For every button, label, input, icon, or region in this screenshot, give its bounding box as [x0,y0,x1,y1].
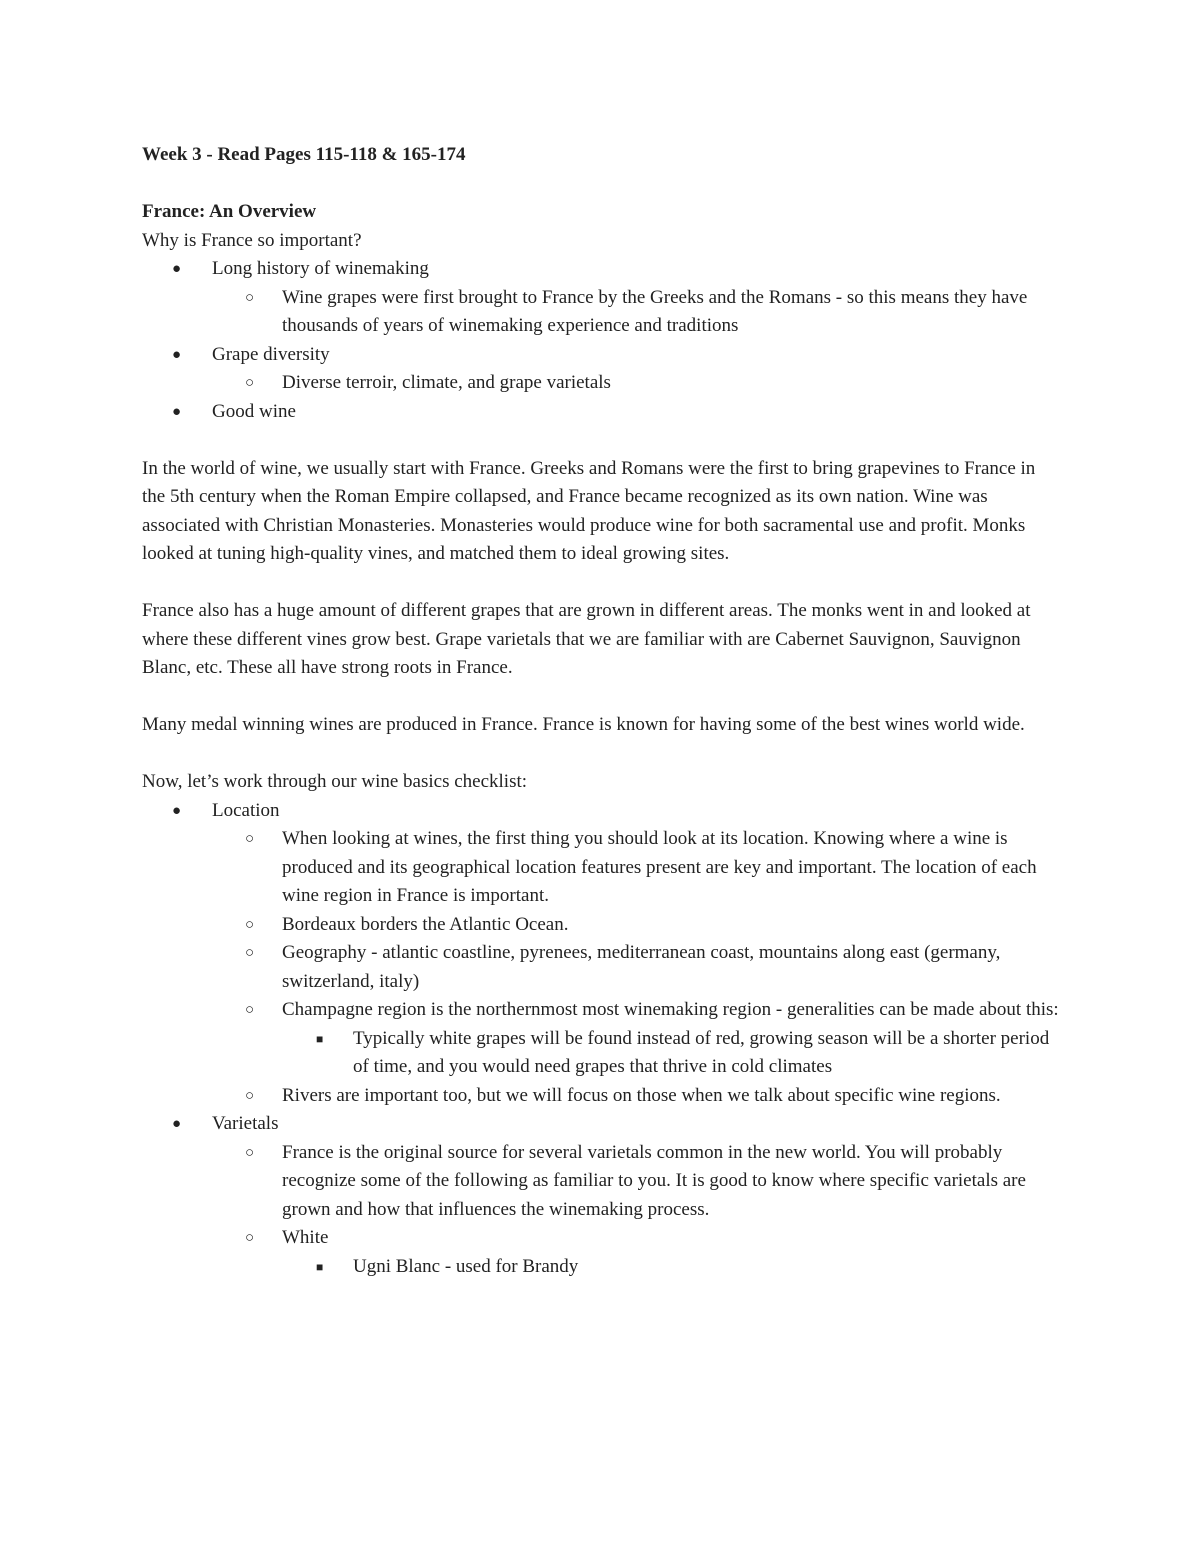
list-subitem-text: White [282,1227,329,1248]
document-body [142,141,1062,1281]
list-subitem [142,939,1062,996]
section-heading: France: An Overview [142,201,317,222]
list-item-text: Grape diversity [212,343,330,365]
list-subsubitem-text: Typically white grapes will be found instead of red, growing season will be a shorter period of time, and you would need grapes that thrive in cold climates [353,1027,1050,1077]
list-subitem [142,369,1062,398]
bullet-circle-icon: ○ [245,1087,255,1104]
checklist [142,797,1062,1282]
list-subitem-text: Champagne region is the northernmost most winemaking region - generalities can be made about this: [282,999,1059,1020]
list-item-text: Varietals [212,1113,279,1134]
list-subitem [142,911,1062,940]
spacer [142,426,1062,455]
list-subitem-text: Wine grapes were first brought to France by the Greeks and the Romans - so this means they have thousands of years of winemaking experience and traditions [282,286,1028,336]
spacer [142,683,1062,712]
list-subitem-text: Bordeaux borders the Atlantic Ocean. [282,913,569,935]
list-subitem-text: France is the original source for several varietals common in the new world. You will probably recognize some of the following as familiar to you. It is good to know where specific varietals are grown and how that influences the winemaking process. [282,1141,1026,1220]
document-title: Week 3 - Read Pages 115-118 & 165-174 [142,144,466,165]
paragraph-grapes: France also has a huge amount of different grapes that are grown in different areas. The monks went in and looked at where these different vines grow best. Grape varietals that we are familiar with are Cabernet Sauvignon, Sauvignon Blanc, etc. These all have strong roots in France. [142,600,1031,678]
list-item [142,341,1062,370]
bullet-square-icon: ■ [316,1031,324,1046]
bullet-circle-icon: ○ [245,831,255,847]
list-subitem [142,996,1062,1025]
list-item [142,797,1062,826]
list-subsubitem [142,1025,1062,1082]
bullet-dot-icon: ● [172,403,182,420]
list-item-text: Location [212,799,280,821]
bullet-circle-icon: ○ [245,375,255,391]
list-item [142,398,1062,427]
spacer [142,170,1062,199]
list-subitem-text: Rivers are important too, but we will focus on those when we talk about specific wine regions. [282,1084,1001,1106]
list-subitem-text: When looking at wines, the first thing you should look at its location. Knowing where a wine is produced and its geographical location features present are key and important. The location of each wine region in France is important. [282,828,1037,906]
bullet-circle-icon: ○ [245,1144,255,1161]
list-subsubitem [142,1253,1062,1282]
bullet-circle-icon: ○ [245,1230,255,1246]
list-subsubitem-text: Ugni Blanc - used for Brandy [353,1255,579,1277]
bullet-circle-icon: ○ [245,289,255,306]
list-subitem [142,1082,1062,1111]
list-subitem-text: Diverse terroir, climate, and grape varietals [282,372,611,393]
spacer [142,569,1062,598]
paragraph-history: In the world of wine, we usually start with France. Greeks and Romans were the first to bring grapevines to France in the 5th century when the Roman Empire collapsed, and France became recognized as its own nation. Wine was associated with Christian Monasteries. Monasteries would produce wine for both sacramental use and profit. Monks looked at tuning high-quality vines, and matched them to ideal growing sites. [142,457,1036,564]
bullet-dot-icon: ● [172,1116,182,1132]
section-question: Why is France so important? [142,229,362,251]
list-subitem [142,825,1062,911]
list-item [142,255,1062,284]
list-subitem [142,284,1062,341]
bullet-circle-icon: ○ [245,916,255,933]
bullet-square-icon: ■ [316,1259,324,1274]
overview-list [142,255,1062,426]
list-item-text: Long history of winemaking [212,258,429,279]
bullet-dot-icon: ● [172,346,182,363]
list-subitem [142,1224,1062,1253]
list-item-text: Good wine [212,400,296,422]
paragraph-medals: Many medal winning wines are produced in France. France is known for having some of the best wines world wide. [142,714,1025,735]
checklist-intro: Now, let’s work through our wine basics checklist: [142,771,528,792]
list-item [142,1110,1062,1139]
bullet-circle-icon: ○ [245,945,255,961]
list-subitem-text: Geography - atlantic coastline, pyrenees, mediterranean coast, mountains along east (germany, switzerland, italy) [282,942,1001,992]
list-subitem [142,1139,1062,1225]
bullet-circle-icon: ○ [245,1002,255,1018]
spacer [142,740,1062,769]
bullet-dot-icon: ● [172,802,182,819]
bullet-dot-icon: ● [172,261,182,277]
